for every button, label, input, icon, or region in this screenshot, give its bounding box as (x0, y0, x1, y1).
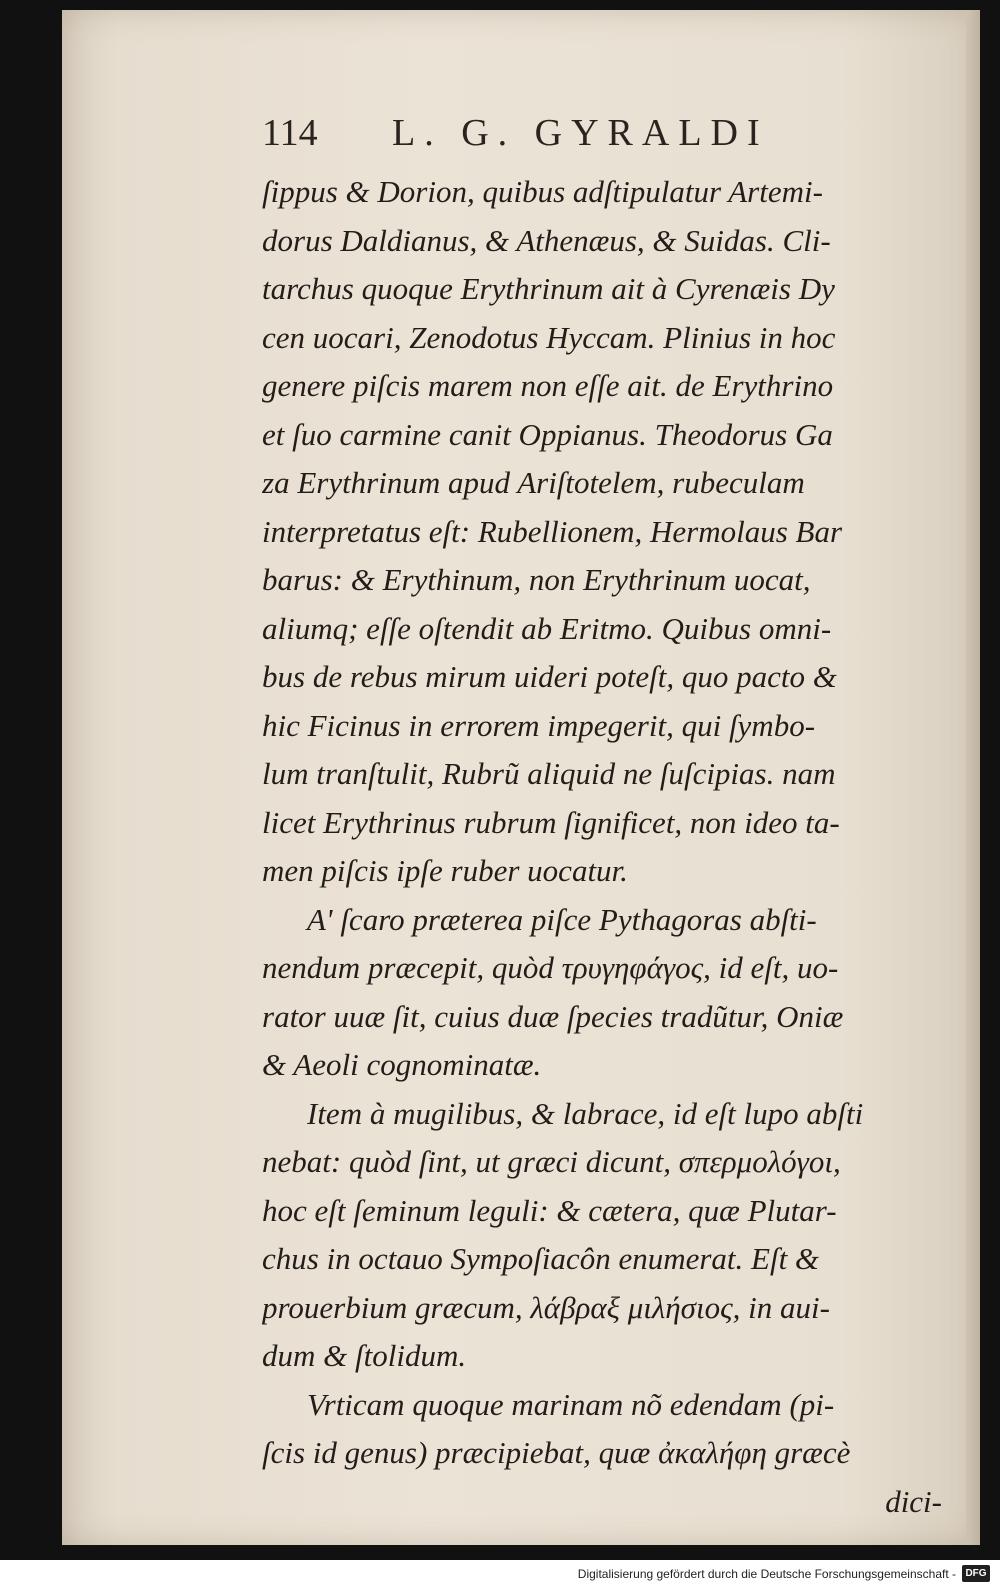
funding-credit: Digitalisierung gefördert durch die Deutsche Forschungsgemeinschaft - (577, 1567, 956, 1581)
digitization-footer (0, 1560, 1000, 1589)
text-line: tarchus quoque Erythrinum ait à Cyrenæis Dy (262, 271, 835, 306)
text-line: cen uocari, Zenodotus Hyccam. Plinius in hoc (262, 319, 836, 355)
text-line: barus: & Erythinum, non Erythrinum uocat, (262, 562, 811, 597)
text-line: men piſcis ipſe ruber uocatur. (262, 853, 628, 888)
text-line: A' ſcaro præterea piſce Pythagoras abſti- (307, 901, 817, 937)
text-line: prouerbium græcum, λάβραξ μιλήσιος, in aui- (262, 1289, 830, 1325)
text-line: chus in octauo Sympoſiacôn enumerat. Eſt & (262, 1241, 820, 1276)
text-line: rator uuæ ſit, cuius duæ ſpecies tradũtur, Oniæ (262, 998, 844, 1034)
body-text (262, 168, 962, 1526)
page-edge (966, 10, 980, 1545)
text-line: nebat: quòd ſint, ut græci dicunt, σπερμολόγοι, (262, 1144, 841, 1179)
text-line: & Aeoli cognominatæ. (262, 1047, 542, 1082)
text-line: dorus Daldianus, & Athenæus, & Suidas. Cli- (262, 222, 831, 258)
running-title: L. G. GYRALDI (392, 112, 769, 154)
text-line: ſippus & Dorion, quibus adſtipulatur Artemi- (262, 174, 823, 209)
text-line: Item à mugilibus, & labrace, id eſt lupo abſti (307, 1095, 864, 1131)
dfg-logo-icon: DFG (962, 1565, 990, 1582)
text-line: hoc eſt ſeminum leguli: & cætera, quæ Plutar- (262, 1192, 837, 1228)
text-line: aliumq; eſſe oſtendit ab Eritmo. Quibus omni- (262, 610, 832, 646)
text-line: hic Ficinus in errorem impegerit, qui ſymbo- (262, 707, 816, 743)
page-header (262, 108, 962, 158)
text-line: Vrticam quoque marinam nõ edendam (pi- (307, 1386, 835, 1422)
text-line: lum tranſtulit, Rubrũ aliquid ne ſuſcipias. nam (262, 756, 836, 791)
text-line: interpretatus eſt: Rubellionem, Hermolaus Bar (262, 513, 843, 549)
text-line: dum & ſtolidum. (262, 1338, 467, 1373)
page-number: 114 (262, 112, 318, 154)
catchword: dici- (885, 1483, 942, 1519)
text-line: nendum præcepit, quòd τρυγηφάγος, id eſt, uo- (262, 950, 839, 985)
text-line: bus de rebus mirum uideri poteſt, quo pacto & (262, 659, 837, 694)
text-line: za Erythrinum apud Ariſtotelem, rubeculam (262, 465, 805, 500)
text-line: et ſuo carmine canit Oppianus. Theodorus Ga (262, 416, 833, 452)
text-line: ſcis id genus) præcipiebat, quæ ἀκαλήφη græcè (262, 1435, 851, 1470)
text-line: genere piſcis marem non eſſe ait. de Erythrino (262, 368, 834, 403)
text-line: licet Erythrinus rubrum ſignificet, non ideo ta- (262, 804, 840, 840)
